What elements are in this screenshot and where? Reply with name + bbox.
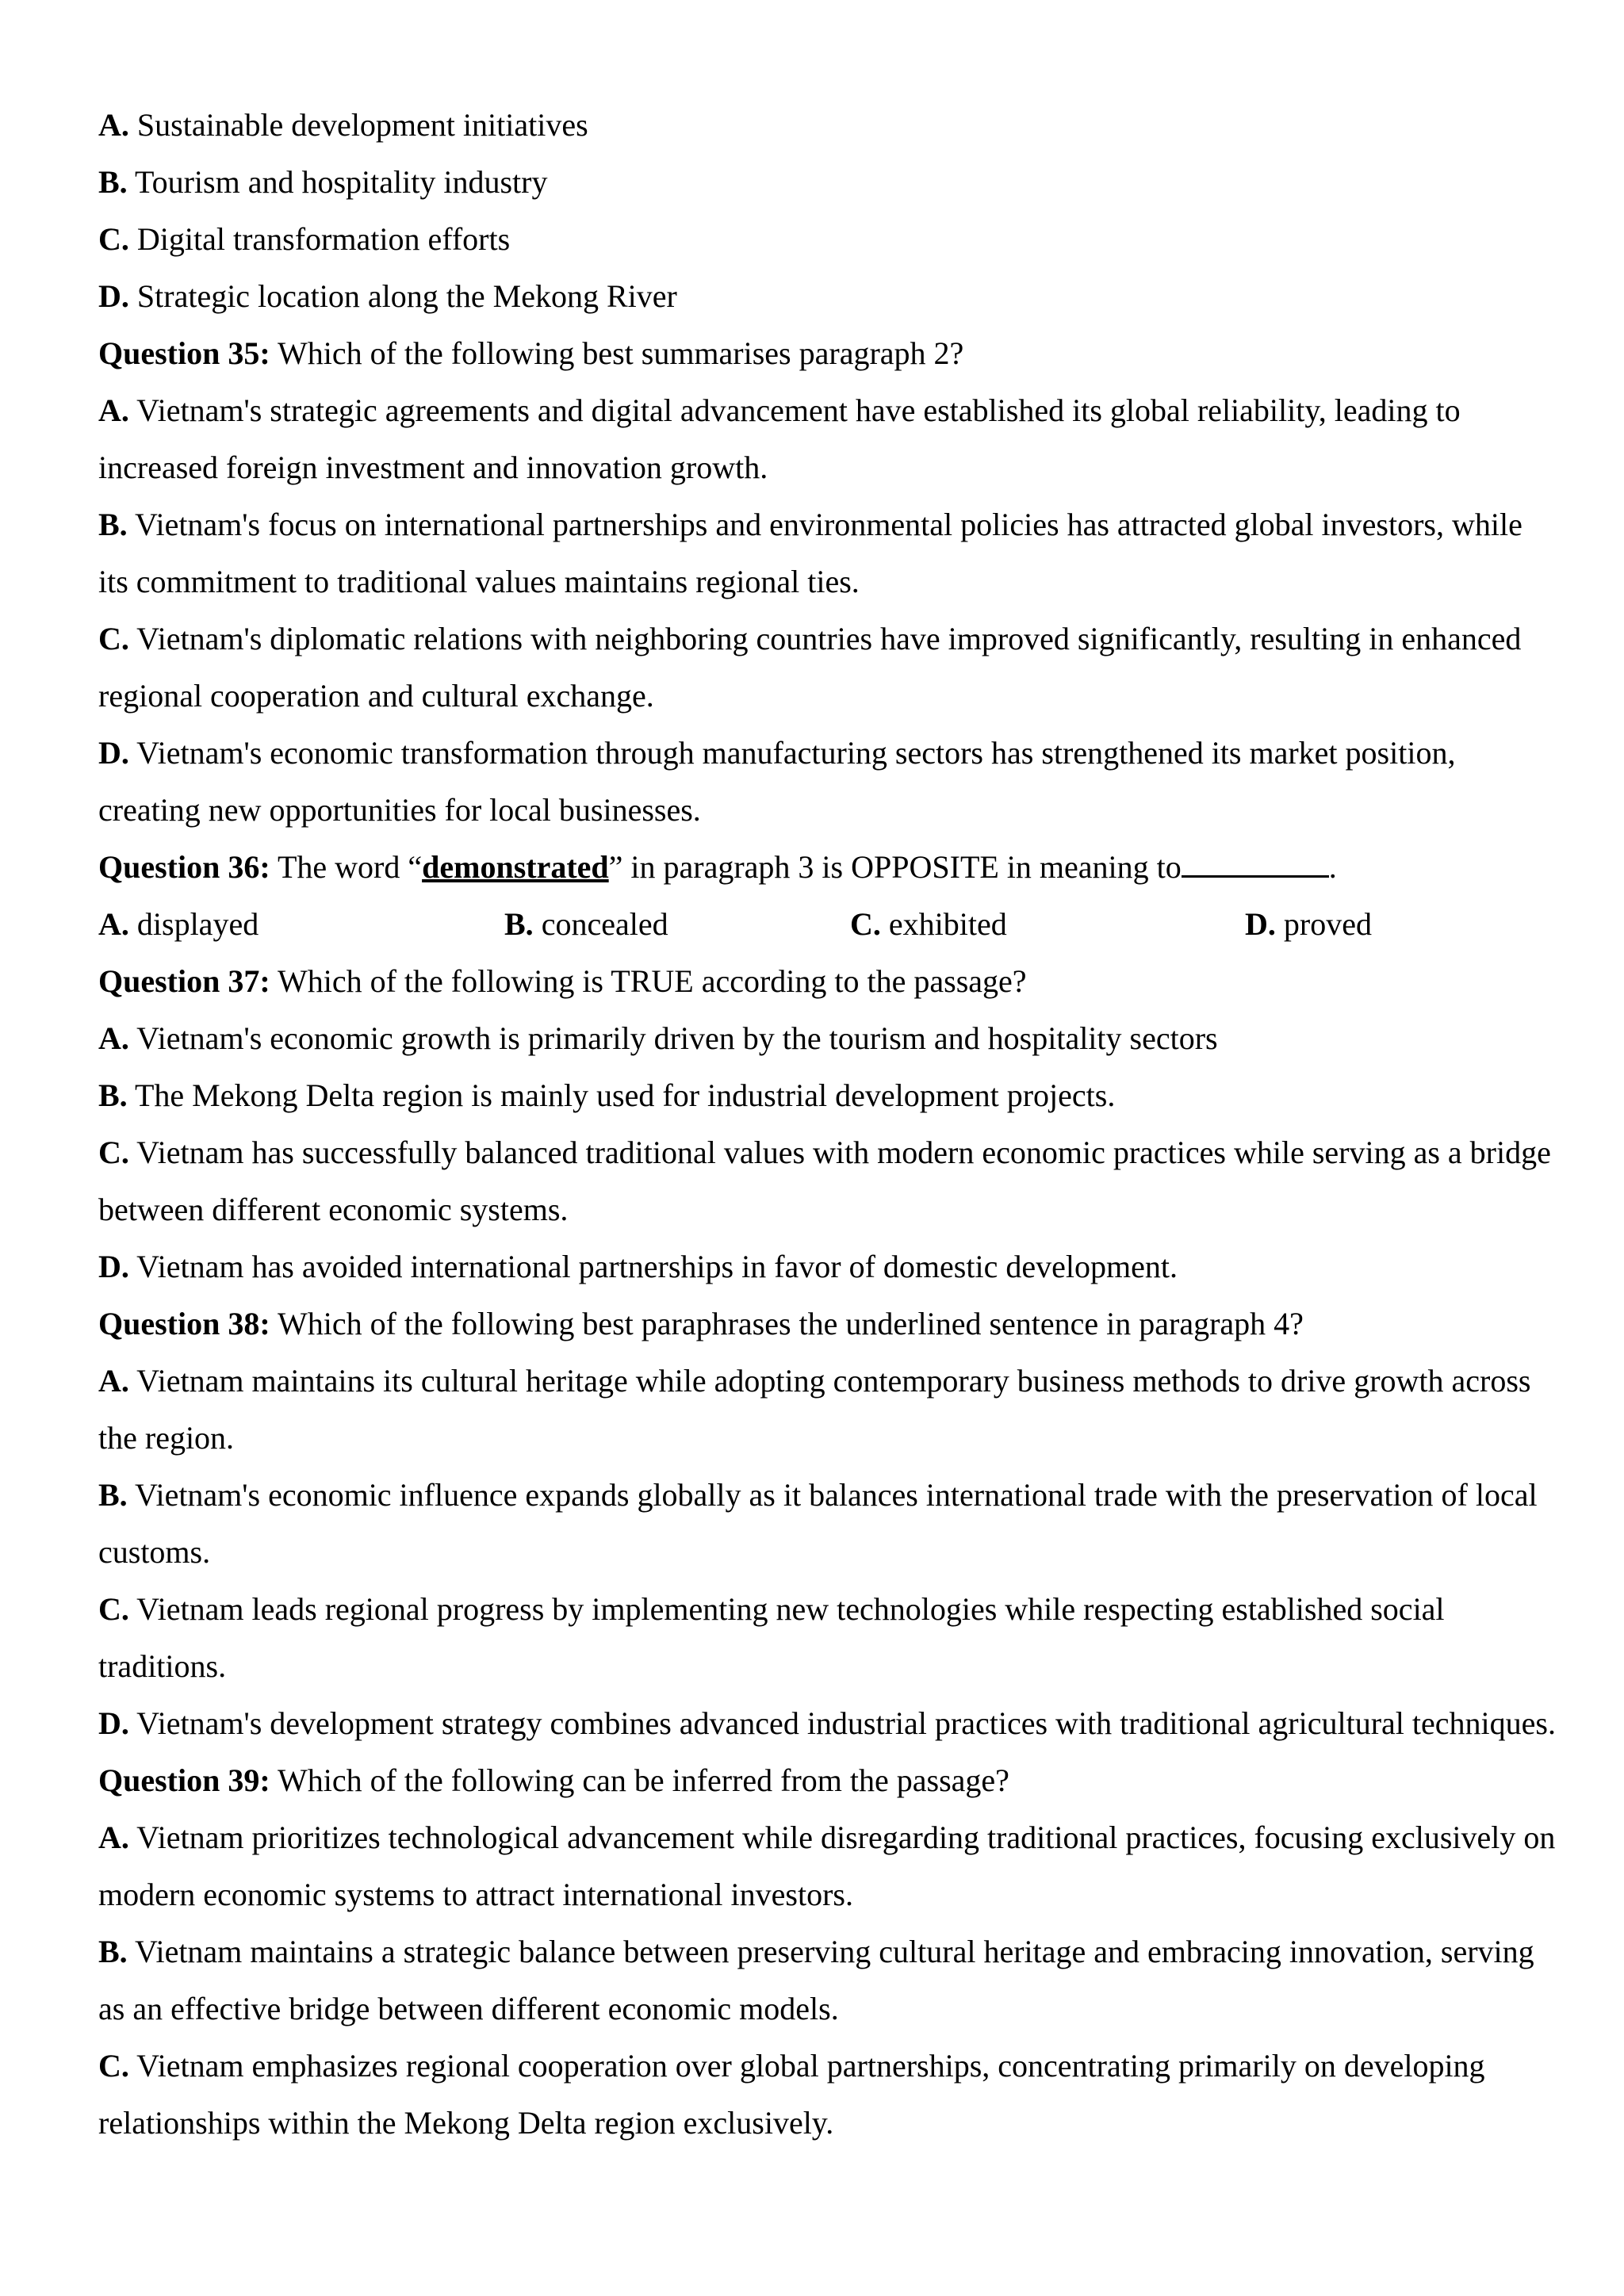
option-text: Vietnam has successfully balanced traditional values with modern economic practices while serving as a bridge between different economic systems. — [98, 1135, 1551, 1227]
exam-page — [98, 97, 1557, 2152]
option-letter: D. — [98, 735, 129, 771]
option-text: Vietnam maintains its cultural heritage while adopting contemporary business methods to drive growth across the region. — [98, 1363, 1531, 1456]
option-letter: D. — [98, 278, 129, 314]
option-letter: C. — [850, 906, 881, 942]
question-text: Which of the following best summarises paragraph 2? — [270, 335, 964, 371]
option-letter: C. — [98, 2048, 129, 2084]
option-letter: B. — [98, 164, 128, 200]
option-letter: A. — [98, 392, 129, 428]
option-text: Vietnam has avoided international partnerships in favor of domestic development. — [128, 1249, 1178, 1284]
question-keyword: demonstrated — [422, 849, 609, 885]
option-letter: B. — [98, 507, 128, 542]
option-letter: A. — [98, 1020, 129, 1056]
q36-options-row — [98, 896, 1557, 953]
question-label: Question 38: — [98, 1306, 270, 1341]
question-text: Which of the following is TRUE according to the passage? — [270, 963, 1027, 999]
option-letter: D. — [98, 1249, 129, 1284]
q36-option-c — [850, 896, 1007, 953]
option-letter: C. — [98, 1591, 129, 1627]
q36-option-a — [98, 896, 259, 953]
q37-option-a — [98, 1010, 1557, 1067]
option-text: proved — [1275, 906, 1372, 942]
option-letter: C. — [98, 221, 129, 257]
option-text: Vietnam maintains a strategic balance between preserving cultural heritage and embracing innovation, serving as an effective bridge between different economic models. — [98, 1934, 1534, 2026]
option-letter: D. — [98, 1705, 129, 1741]
option-text: Vietnam's economic transformation through manufacturing sectors has strengthened its market position, creating new opportunities for local businesses. — [98, 735, 1456, 828]
q34-option-c — [98, 211, 1557, 268]
question-label: Question 36: — [98, 849, 270, 885]
option-text: Vietnam leads regional progress by implementing new technologies while respecting established social traditions. — [98, 1591, 1445, 1684]
q39-option-c — [98, 2038, 1557, 2152]
question-label: Question 35: — [98, 335, 270, 371]
option-text: The Mekong Delta region is mainly used for industrial development projects. — [127, 1077, 1116, 1113]
question-text-before: The word “ — [270, 849, 423, 885]
option-text: concealed — [533, 906, 668, 942]
option-text: Vietnam's development strategy combines advanced industrial practices with traditional agricultural techniques. — [128, 1705, 1556, 1741]
option-letter: B. — [98, 1934, 128, 1969]
option-letter: B. — [98, 1077, 128, 1113]
option-text: Vietnam's strategic agreements and digital advancement have established its global reliability, leading to increased foreign investment and innovation growth. — [98, 392, 1461, 485]
option-text: Vietnam prioritizes technological advancement while disregarding traditional practices, focusing exclusively on modern economic systems to attract international investors. — [98, 1820, 1556, 1912]
option-text: Tourism and hospitality industry — [127, 164, 548, 200]
q34-option-a — [98, 97, 1557, 154]
q37-option-d — [98, 1238, 1557, 1295]
q36-stem — [98, 839, 1557, 896]
option-text: Vietnam's economic influence expands globally as it balances international trade with the preservation of local customs. — [98, 1477, 1538, 1570]
option-text: Digital transformation efforts — [128, 221, 511, 257]
option-letter: A. — [98, 1363, 129, 1399]
q38-option-b — [98, 1467, 1557, 1581]
q36-option-d — [1245, 896, 1372, 953]
option-text: displayed — [128, 906, 259, 942]
question-text: Which of the following best paraphrases the underlined sentence in paragraph 4? — [270, 1306, 1304, 1341]
q37-stem — [98, 953, 1557, 1010]
answer-blank — [1182, 851, 1329, 878]
q34-option-b — [98, 154, 1557, 211]
q34-option-d — [98, 268, 1557, 325]
option-letter: A. — [98, 906, 129, 942]
q38-stem — [98, 1295, 1557, 1353]
q35-option-d — [98, 725, 1557, 839]
option-letter: C. — [98, 621, 129, 656]
q37-option-c — [98, 1124, 1557, 1238]
option-letter: A. — [98, 107, 129, 143]
q37-option-b — [98, 1067, 1557, 1124]
q38-option-a — [98, 1353, 1557, 1467]
option-letter: D. — [1245, 906, 1276, 942]
option-text: Sustainable development initiatives — [128, 107, 588, 143]
q36-option-b — [504, 896, 668, 953]
option-letter: A. — [98, 1820, 129, 1855]
question-text-end: . — [1328, 849, 1337, 885]
q39-stem — [98, 1752, 1557, 1809]
option-letter: B. — [504, 906, 534, 942]
question-text: Which of the following can be inferred from the passage? — [270, 1762, 1009, 1798]
q39-option-a — [98, 1809, 1557, 1923]
option-text: Vietnam's focus on international partnerships and environmental policies has attracted global investors, while its commitment to traditional values maintains regional ties. — [98, 507, 1522, 599]
q35-option-a — [98, 382, 1557, 496]
option-text: Vietnam's economic growth is primarily driven by the tourism and hospitality sectors — [128, 1020, 1218, 1056]
q35-option-b — [98, 496, 1557, 610]
q38-option-d — [98, 1695, 1557, 1752]
option-text: Vietnam emphasizes regional cooperation over global partnerships, concentrating primarily on developing relationships within the Mekong Delta region exclusively. — [98, 2048, 1485, 2141]
q35-stem — [98, 325, 1557, 382]
option-text: Vietnam's diplomatic relations with neighboring countries have improved significantly, resulting in enhanced regional cooperation and cultural exchange. — [98, 621, 1522, 714]
question-label: Question 39: — [98, 1762, 270, 1798]
question-text-after: ” in paragraph 3 is OPPOSITE in meaning to — [608, 849, 1182, 885]
option-letter: B. — [98, 1477, 128, 1513]
option-text: exhibited — [880, 906, 1007, 942]
q39-option-b — [98, 1923, 1557, 2038]
option-text: Strategic location along the Mekong River — [128, 278, 677, 314]
q38-option-c — [98, 1581, 1557, 1695]
q35-option-c — [98, 610, 1557, 725]
option-letter: C. — [98, 1135, 129, 1170]
question-label: Question 37: — [98, 963, 270, 999]
